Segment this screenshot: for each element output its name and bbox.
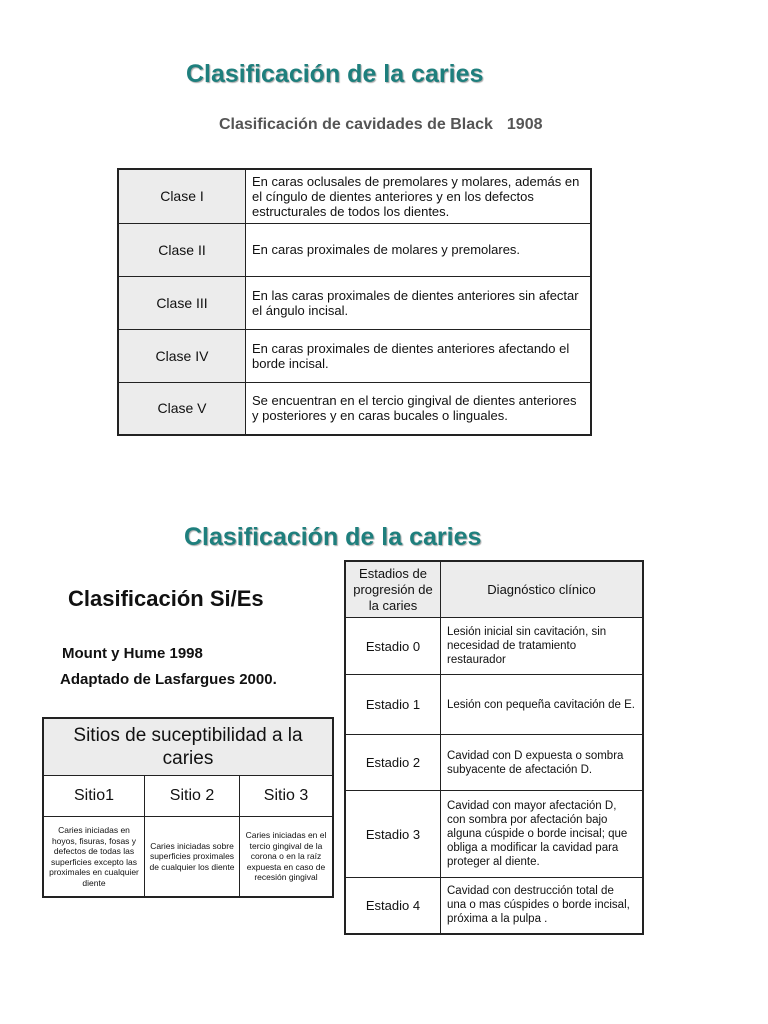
clase-desc-cell: En las caras proximales de dientes anteriores sin afectar el ángulo incisal. <box>246 276 592 329</box>
clase-cell: Clase I <box>118 169 246 223</box>
sitio-desc-3: Caries iniciadas en el tercio gingival de la corona o en la raíz expuesta en caso de recesión gingival <box>240 817 334 898</box>
sitio-col-3: Sitio 3 <box>240 776 334 817</box>
estadios-table <box>344 560 644 935</box>
section1-title: Clasificación de la caries <box>186 60 484 88</box>
table-row <box>118 329 591 382</box>
table-row <box>118 276 591 329</box>
section2-title: Clasificación de la caries <box>184 523 482 551</box>
diagnostico-header: Diagnóstico clínico <box>441 561 644 618</box>
estadio-cell: Estadio 3 <box>345 791 441 878</box>
table-row <box>118 169 591 223</box>
clase-cell: Clase V <box>118 382 246 435</box>
estadio-desc-cell: Cavidad con D expuesta o sombra subyacente de afectación D. <box>441 735 644 791</box>
estadios-header: Estadios de progresión de la caries <box>345 561 441 618</box>
section1-subtitle <box>219 116 543 134</box>
black-classification-table <box>117 168 592 436</box>
black-year: 1908 <box>506 116 543 133</box>
table-row <box>43 718 333 776</box>
estadio-desc-cell: Cavidad con destrucción total de una o mas cúspides o borde incisal, próxima a la pulpa . <box>441 878 644 934</box>
table-row <box>345 675 643 735</box>
black-subtitle: Clasificación de cavidades de Black <box>219 116 493 133</box>
sitios-header: Sitios de suceptibilidad a la caries <box>43 718 333 776</box>
table-row <box>345 791 643 878</box>
sitio-desc-2: Caries iniciadas sobre superficies proximales de cualquier los diente <box>145 817 240 898</box>
clase-desc-cell: En caras proximales de dientes anteriores afectando el borde incisal. <box>246 329 592 382</box>
table-row <box>345 561 643 618</box>
sitio-desc-1: Caries iniciadas en hoyos, fisuras, fosas y defectos de todas las superficies excepto las proximales en cualquier diente <box>43 817 145 898</box>
clase-cell: Clase IV <box>118 329 246 382</box>
estadio-cell: Estadio 0 <box>345 618 441 675</box>
table-row <box>43 817 333 898</box>
table-row <box>345 878 643 934</box>
estadio-cell: Estadio 2 <box>345 735 441 791</box>
clase-desc-cell: En caras proximales de molares y premolares. <box>246 223 592 276</box>
sitios-table <box>42 717 334 898</box>
sies-title: Clasificación Si/Es <box>68 586 264 611</box>
clase-cell: Clase III <box>118 276 246 329</box>
author-mount-hume: Mount y Hume 1998 <box>62 645 203 662</box>
table-row <box>43 776 333 817</box>
clase-cell: Clase II <box>118 223 246 276</box>
table-row <box>345 735 643 791</box>
clase-desc-cell: Se encuentran en el tercio gingival de dientes anteriores y posteriores y en caras bucales o linguales. <box>246 382 592 435</box>
sitio-col-2: Sitio 2 <box>145 776 240 817</box>
estadio-desc-cell: Lesión con pequeña cavitación de E. <box>441 675 644 735</box>
table-row <box>118 382 591 435</box>
estadio-cell: Estadio 4 <box>345 878 441 934</box>
sitio-col-1: Sitio1 <box>43 776 145 817</box>
estadio-desc-cell: Cavidad con mayor afectación D, con sombra por afectación bajo alguna cúspide o borde incisal; que obliga a modificar la cavidad para proteger al diente. <box>441 791 644 878</box>
author-lasfargues: Adaptado de Lasfargues 2000. <box>60 671 277 688</box>
table-row <box>345 618 643 675</box>
table-row <box>118 223 591 276</box>
estadio-cell: Estadio 1 <box>345 675 441 735</box>
clase-desc-cell: En caras oclusales de premolares y molares, además en el cíngulo de dientes anteriores y en los defectos estructurales de todos los dientes. <box>246 169 592 223</box>
estadio-desc-cell: Lesión inicial sin cavitación, sin necesidad de tratamiento restaurador <box>441 618 644 675</box>
